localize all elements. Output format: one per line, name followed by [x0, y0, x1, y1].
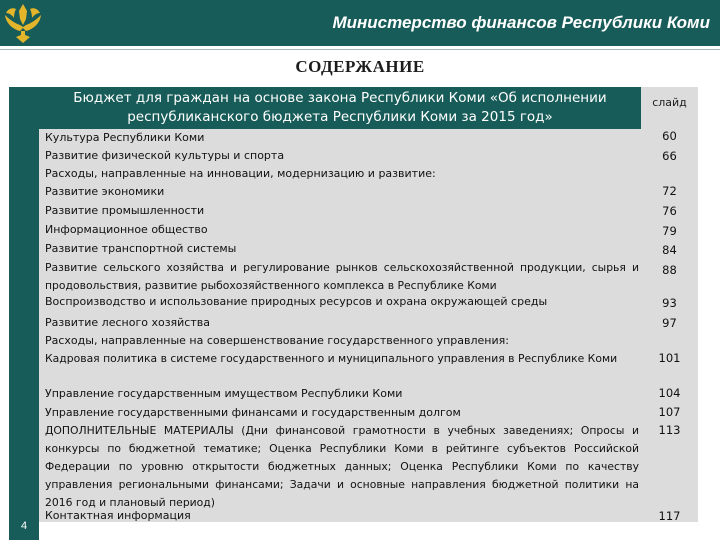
- slide-numbers-column: [641, 129, 698, 522]
- slide-number: 79: [662, 224, 677, 238]
- header-divider-line: [0, 49, 720, 50]
- slide-number: 97: [662, 316, 677, 330]
- slide-label: слайд: [652, 96, 687, 109]
- slide-number: 113: [658, 423, 681, 437]
- slide-number: 88: [662, 263, 677, 277]
- toc-item: Культура Республики Коми: [45, 131, 205, 144]
- toc-item: Развитие транспортной системы: [45, 242, 237, 255]
- toc-item: Управление государственными финансами и государственным долгом: [45, 406, 461, 419]
- toc-item: Развитие лесного хозяйства: [45, 316, 210, 329]
- top-banner: [0, 0, 720, 46]
- toc-item: Развитие сельского хозяйства и регулирование рынков сельскохозяйственной продукции, сырья и продовольствия, развитие рыбохозяйственного комплекса в Республике Коми: [45, 261, 639, 292]
- side-strip: [9, 87, 39, 540]
- slide-column-header: [641, 87, 698, 129]
- slide-number: 66: [662, 149, 677, 163]
- toc-item: ДОПОЛНИТЕЛЬНЫЕ МАТЕРИАЛЫ (Дни финансовой грамотности в учебных заведениях; Опросы и конкурсы по бюджетной тематике; Оценка Республики Коми в рейтинге субъектов Российской Федерации по уровню открытости бюджетных данных; Оценка Республики Коми по качеству управления региональными финансами; Задачи и основные направления бюджетной политики на 2016 год и плановый период): [45, 424, 639, 509]
- toc-item: Воспроизводство и использование природных ресурсов и охрана окружающей среды: [45, 295, 548, 308]
- contents-heading-box: [39, 87, 641, 129]
- slide-number: 117: [658, 509, 681, 523]
- page-title: СОДЕРЖАНИЕ: [295, 57, 425, 76]
- slide-number: 84: [662, 243, 677, 257]
- toc-item: Контактная информация: [45, 509, 191, 522]
- toc-item: Управление государственным имуществом Республики Коми: [45, 387, 403, 400]
- toc-list: [39, 129, 641, 522]
- slide-number: 101: [658, 351, 681, 365]
- slide-number: 93: [662, 296, 677, 310]
- slide-number: 107: [658, 405, 681, 419]
- komi-emblem-logo: [2, 1, 44, 45]
- slide-number: 76: [662, 204, 677, 218]
- toc-item: Информационное общество: [45, 223, 208, 236]
- page-number: 4: [20, 520, 28, 532]
- toc-item: Развитие физической культуры и спорта: [45, 149, 285, 162]
- toc-item: Развитие экономики: [45, 185, 165, 198]
- slide-number: 60: [662, 129, 677, 143]
- ministry-title: Министерство финансов Республики Коми: [332, 13, 710, 32]
- contents-heading: Бюджет для граждан на основе закона Республики Коми «Об исполнении республиканского бюджета Республики Коми за 2015 год»: [73, 90, 607, 125]
- toc-section-heading: Расходы, направленные на инновации, модернизацию и развитие:: [45, 167, 436, 180]
- toc-section-heading: Расходы, направленные на совершенствование государственного управления:: [45, 334, 509, 347]
- toc-item: Развитие промышленности: [45, 204, 205, 217]
- slide-number: 72: [662, 184, 677, 198]
- toc-item: Кадровая политика в системе государственного и муниципального управления в Республике Коми: [45, 352, 618, 365]
- slide-number: 104: [658, 386, 681, 400]
